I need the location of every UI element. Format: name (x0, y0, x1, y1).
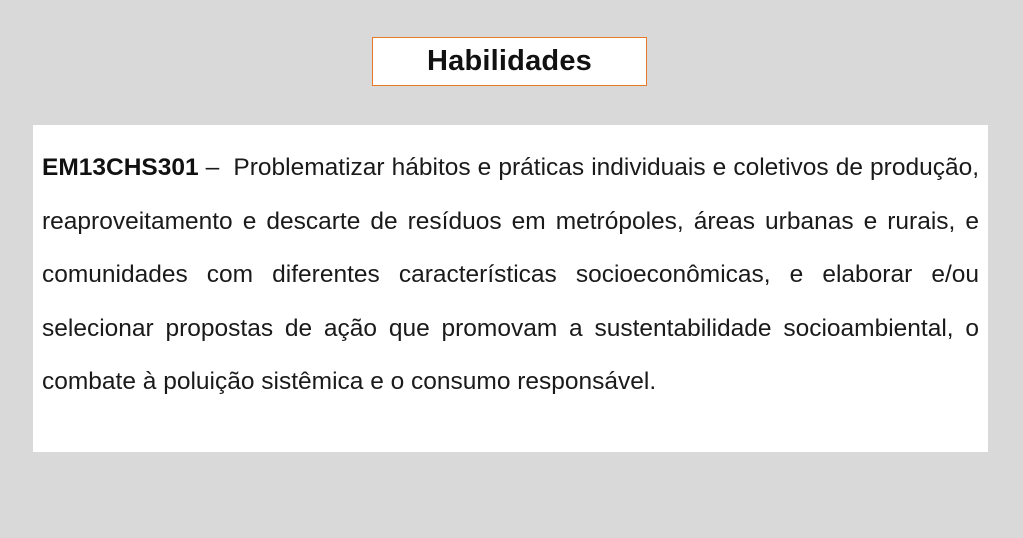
page-title: Habilidades (427, 45, 592, 77)
skill-code: EM13CHS301 (42, 154, 199, 181)
skill-separator: – (198, 154, 234, 181)
skill-panel (33, 125, 988, 452)
skill-text: Problematizar hábitos e práticas individuais e coletivos de produção, reaproveitamento e descarte de resíduos em metrópoles, áreas urbanas e rurais, e comunidades com diferentes características socioeconômicas, e elaborar e/ou selecionar propostas de ação que promovam a sustentabilidade socioambiental, o combate à poluição sistêmica e o consumo responsável. (42, 154, 980, 395)
skill-description (42, 141, 979, 409)
title-box (372, 37, 647, 86)
